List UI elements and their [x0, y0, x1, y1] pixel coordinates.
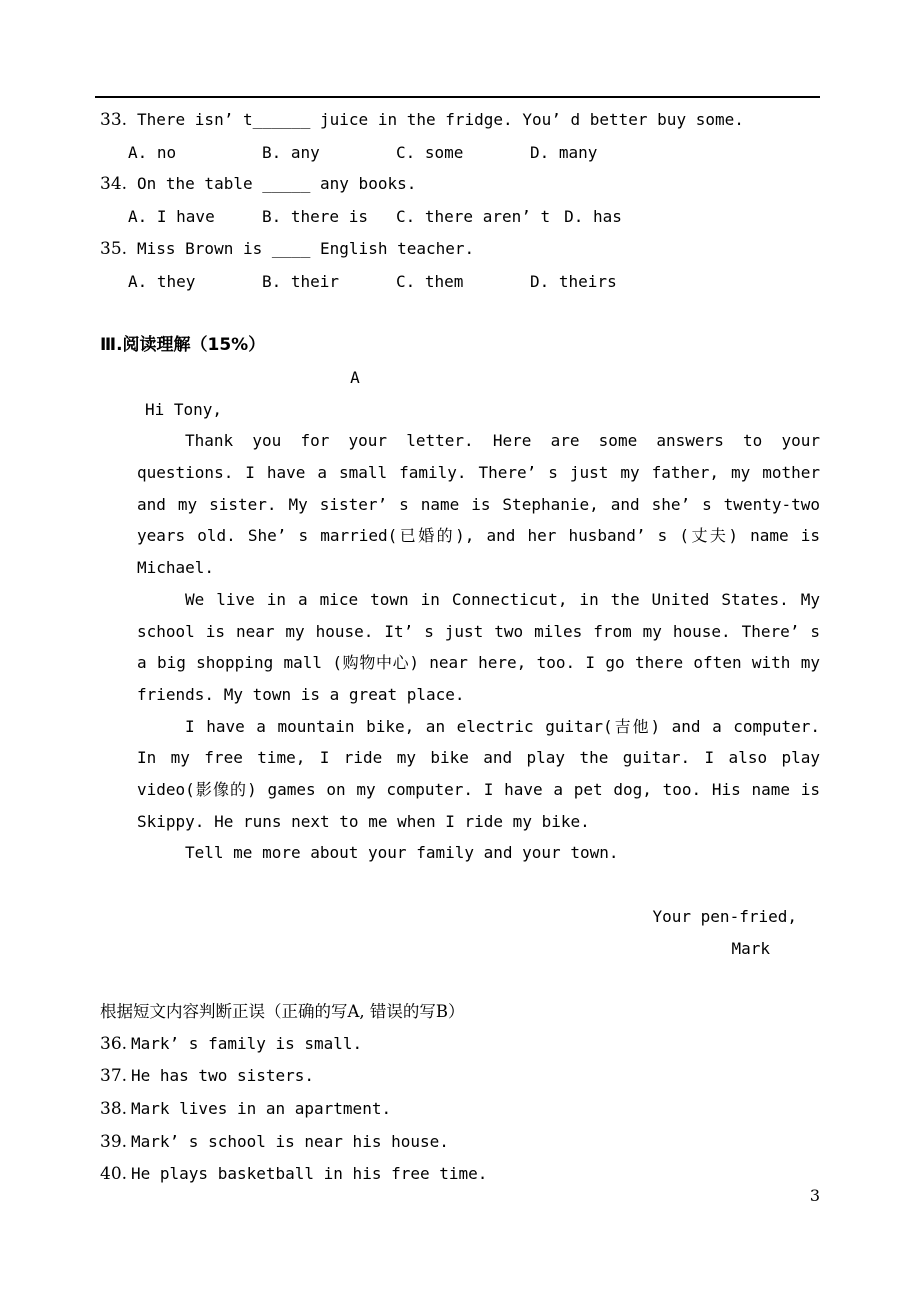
letter-paragraph-4: Tell me more about your family and your town.: [185, 843, 619, 863]
statement-39: [100, 1126, 820, 1159]
true-false-section: [100, 996, 820, 1191]
statement-text: Mark lives in an apartment.: [131, 1099, 392, 1119]
statement-38: [100, 1093, 820, 1126]
letter-paragraph-2: We live in a mice town in Connecticut, in the United States. My school is near my house. It’ s just two miles from my house. There’ s a big shopping mall (购物中心) near here, too. I go there often with my friends. My town is a great place.: [137, 589, 820, 704]
question-34: [100, 168, 820, 201]
statement-number: 40.: [100, 1164, 128, 1185]
letter-greeting: Hi Tony,: [145, 399, 223, 419]
option-d: D. many: [530, 142, 598, 162]
multiple-choice-section: [100, 104, 820, 297]
question-text: Miss Brown is ____ English teacher.: [137, 238, 475, 258]
question-number: 35.: [100, 238, 128, 259]
option-b: B. any: [262, 142, 320, 162]
question-text: On the table _____ any books.: [137, 174, 417, 194]
question-text: There isn’ t______ juice in the fridge. You’ d better buy some.: [137, 110, 744, 129]
passage-label: A: [350, 367, 360, 387]
statement-text: He has two sisters.: [131, 1066, 315, 1086]
option-a: A. no: [128, 142, 177, 162]
option-c: C. them: [396, 271, 464, 291]
statement-number: 36.: [100, 1033, 128, 1054]
question-34-options: [100, 201, 820, 233]
option-d: D. has: [564, 207, 622, 227]
statement-text: Mark’ s family is small.: [131, 1033, 363, 1053]
option-a: A. I have: [128, 207, 215, 227]
option-b: B. there is: [262, 207, 368, 227]
statement-40: [100, 1158, 820, 1191]
question-number: 34.: [100, 174, 128, 195]
statement-37: [100, 1060, 820, 1093]
letter-signature: Mark: [731, 938, 770, 958]
option-a: A. they: [128, 271, 196, 291]
letter-paragraph-3: I have a mountain bike, an electric guitar(吉他) and a computer. In my free time, I ride my bike and play the guitar. I also play video(影像的) games on my computer. I have a pet dog, too. His name is Skippy. He runs next to me when I ride my bike.: [137, 716, 820, 831]
option-c: C. there aren’ t: [396, 207, 551, 227]
statement-text: Mark’ s school is near his house.: [131, 1131, 449, 1151]
reading-section-title: Ⅲ.阅读理解（15%）: [100, 335, 266, 356]
question-35: [100, 233, 820, 266]
option-d: D. theirs: [530, 271, 617, 291]
option-c: C. some: [396, 142, 464, 162]
question-33: [100, 104, 820, 137]
statement-text: He plays basketball in his free time.: [131, 1164, 488, 1184]
statement-number: 37.: [100, 1066, 128, 1087]
letter-paragraph-1: Thank you for your letter. Here are some answers to your questions. I have a small family. There’ s just my father, my mother and my sister. My sister’ s name is Stephanie, and she’ s twenty-two years old. She’ s married(已婚的), and her husband’ s (丈夫) name is Michael.: [137, 431, 820, 578]
letter-closing: Your pen-fried,: [652, 906, 797, 926]
option-b: B. their: [262, 271, 340, 291]
header-rule: [95, 96, 820, 98]
page-number: 3: [809, 1186, 820, 1206]
question-33-options: [100, 137, 820, 169]
statement-36: [100, 1028, 820, 1061]
question-number: 33.: [100, 110, 128, 130]
true-false-instruction: 根据短文内容判断正误（正确的写A, 错误的写B）: [100, 1001, 465, 1021]
statement-number: 39.: [100, 1131, 128, 1152]
question-35-options: [100, 266, 820, 298]
statement-number: 38.: [100, 1099, 128, 1120]
reading-passage-letter: [137, 394, 820, 965]
